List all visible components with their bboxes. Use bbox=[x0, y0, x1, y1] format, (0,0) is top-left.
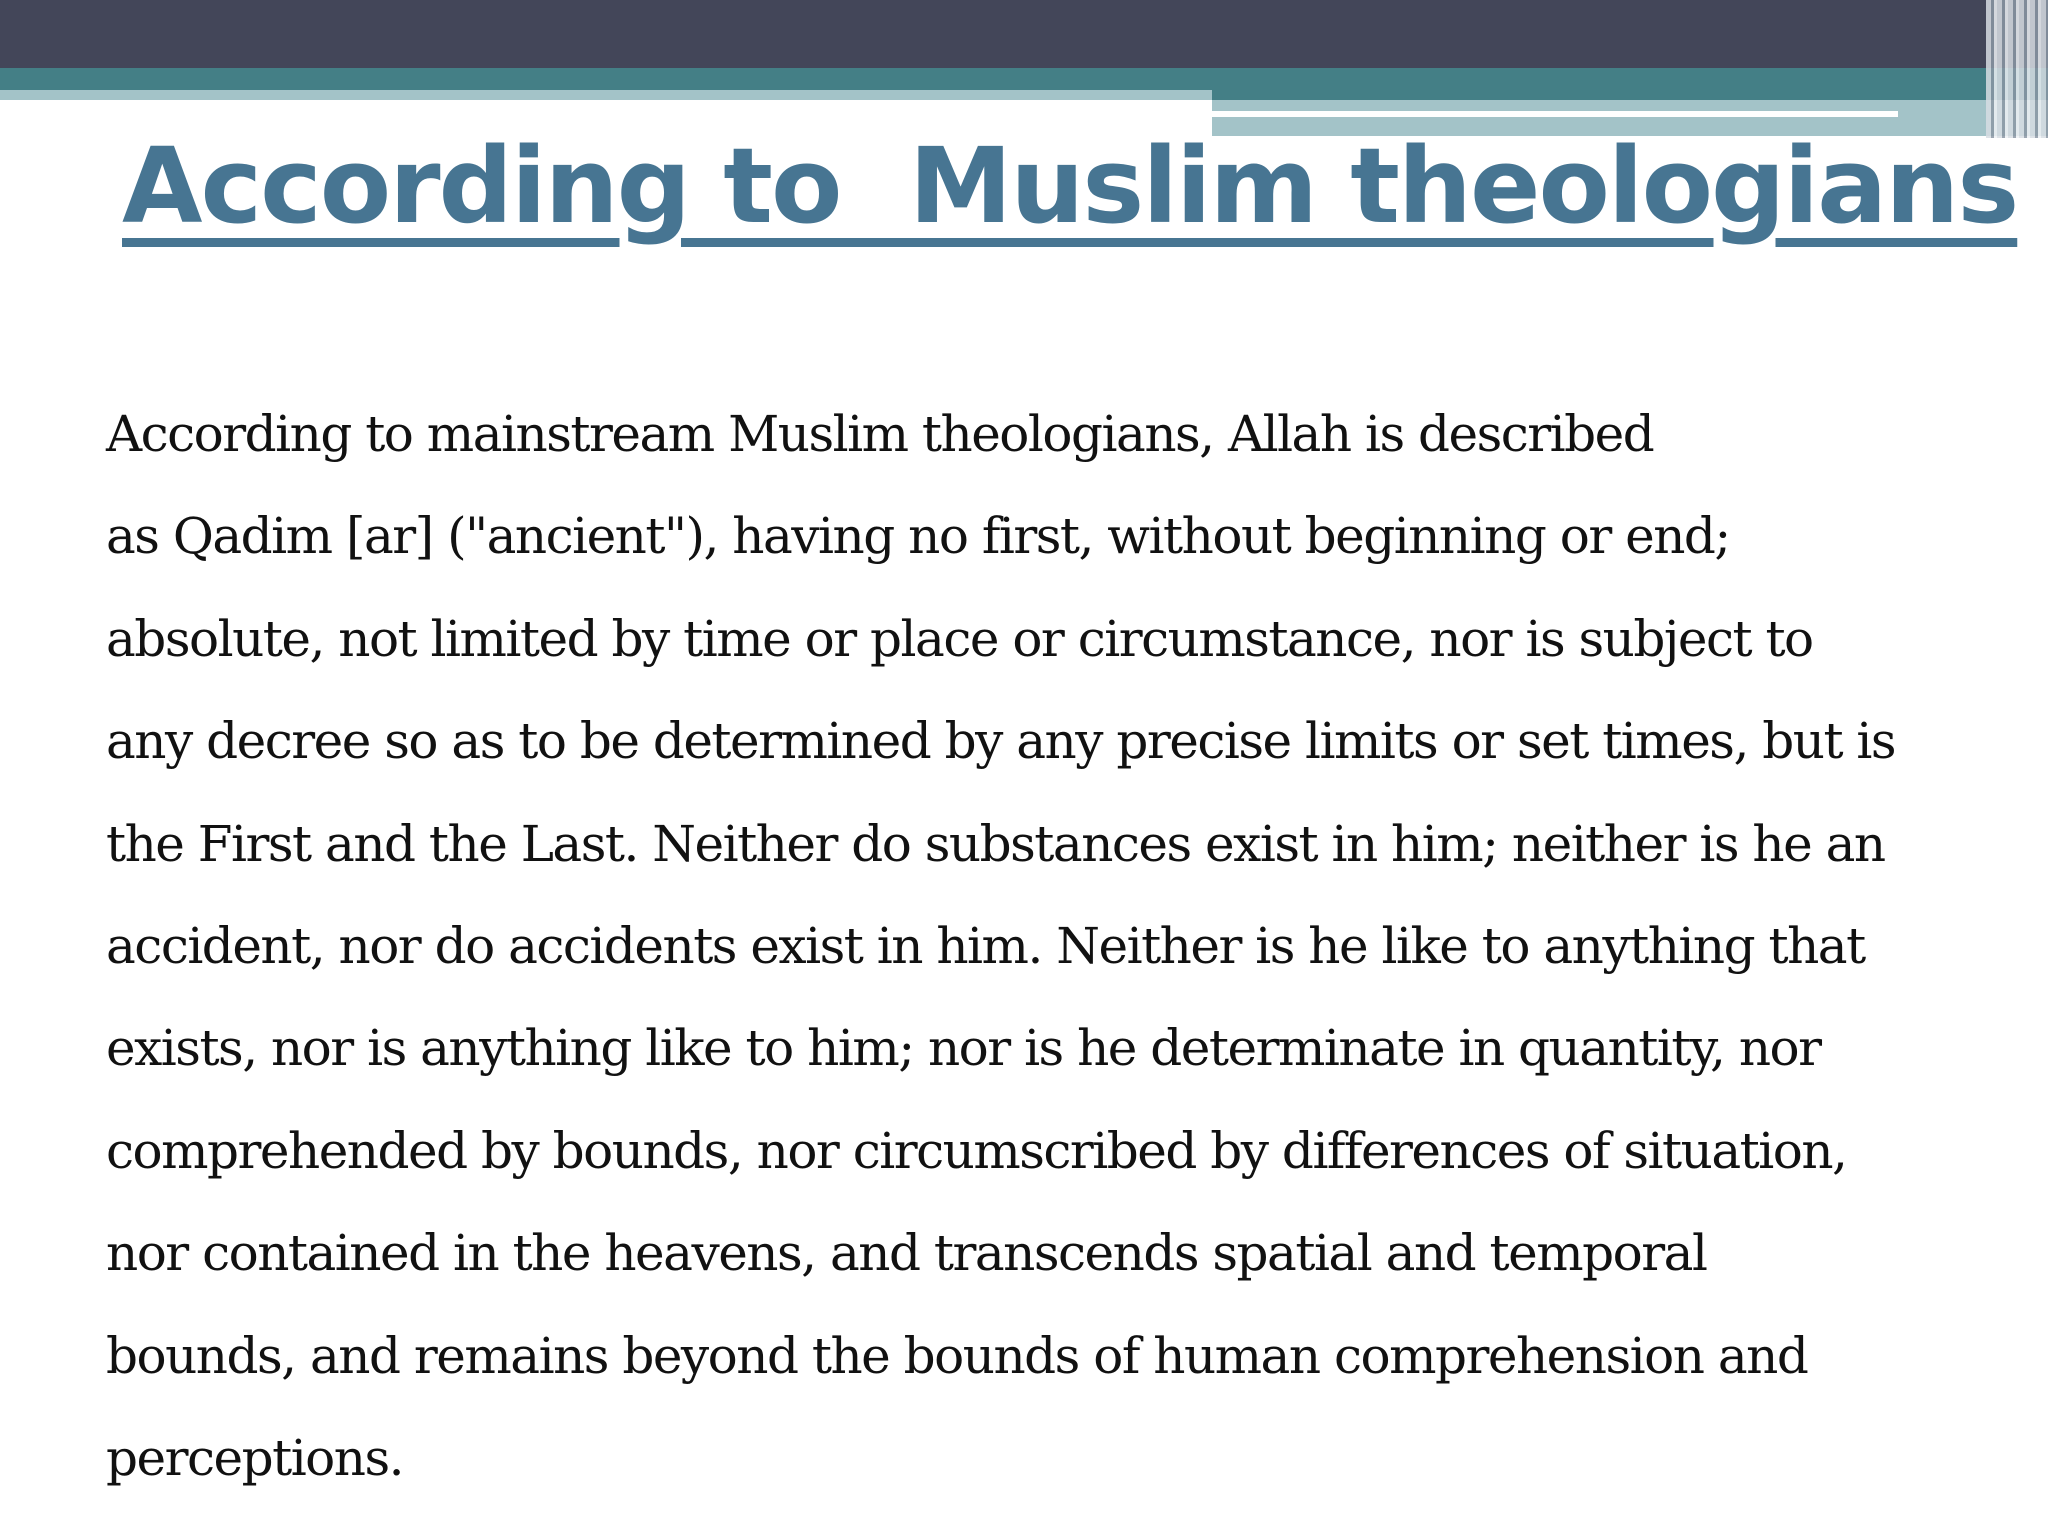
header-bar-teal-right bbox=[1212, 90, 2048, 100]
header-bar-dark bbox=[0, 0, 2048, 68]
header-bar-teal bbox=[0, 68, 2048, 90]
body-line: According to mainstream Muslim theologians, Allah is described bbox=[106, 405, 1654, 463]
body-line: the First and the Last. Neither do substances exist in him; neither is he an bbox=[106, 814, 1885, 873]
body-paragraph bbox=[106, 383, 2006, 1509]
body-line: any decree so as to be determined by any precise limits or set times, but is bbox=[106, 712, 1896, 771]
header-bar-light-left bbox=[0, 90, 1212, 100]
header-white-line bbox=[1212, 111, 1898, 117]
body-line: absolute, not limited by time or place or circumstance, nor is subject to bbox=[106, 609, 1813, 668]
body-line: bounds, and remains beyond the bounds of human comprehension and bbox=[106, 1326, 1808, 1385]
body-line: accident, nor do accidents exist in him. Neither is he like to anything that bbox=[106, 917, 1865, 976]
body-line: comprehended by bounds, nor circumscribed by differences of situation, bbox=[106, 1121, 1847, 1180]
body-line: exists, nor is anything like to him; nor is he determinate in quantity, nor bbox=[106, 1019, 1821, 1078]
slide-title: According to Muslim theologians bbox=[122, 125, 2018, 247]
body-line: perceptions. bbox=[106, 1429, 404, 1488]
body-line: as Qadim [ar] ("ancient"), having no first, without beginning or end; bbox=[106, 507, 1730, 566]
body-line: nor contained in the heavens, and transcends spatial and temporal bbox=[106, 1224, 1707, 1283]
